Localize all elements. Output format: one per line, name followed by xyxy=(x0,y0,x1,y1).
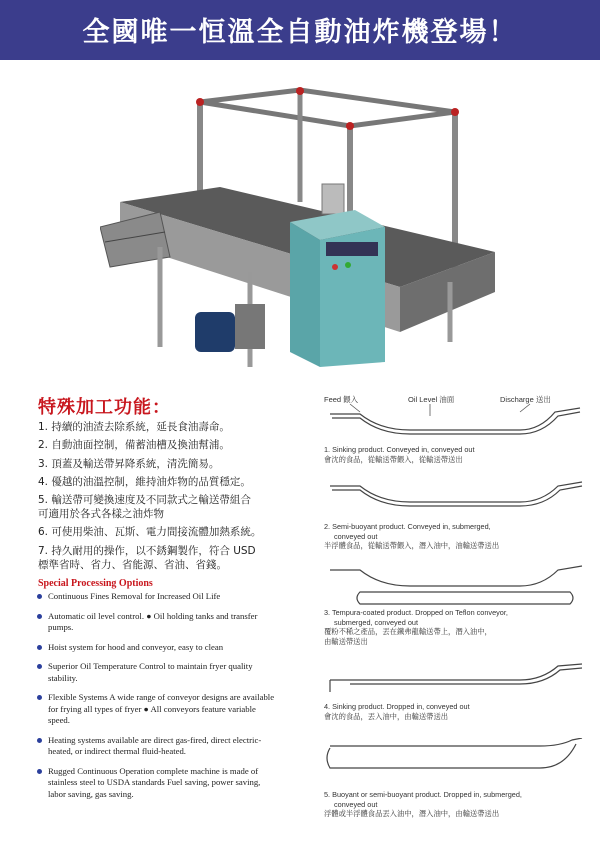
feed-label: Feed 餵入 xyxy=(324,395,359,404)
banner-title: 全國唯一恒溫全自動油炸機登場！ xyxy=(82,17,518,48)
conveyor-diagrams xyxy=(320,390,590,830)
option-item: Superior Oil Temperature Control to maintain fryer quality stability. xyxy=(36,661,276,684)
bullet-icon xyxy=(37,594,42,599)
oil-level-label: Oil Level 油面 xyxy=(408,395,455,404)
option-item: Rugged Continuous Operation complete machine is made of stainless steel to USDA standards Fuel saving, power saving, labor saving, gas saving. xyxy=(36,766,276,801)
option-item: Continuous Fines Removal for Increased Oil Life xyxy=(36,591,276,603)
bullet-icon xyxy=(37,645,42,650)
product-description: 3. Tempura-coated product. Dropped on Teflon conveyor, submerged, conveyed out 覆粉不稀之產品，丟在鐵弗龍輸送帶上，潛入油中， 由輸送帶送出 xyxy=(324,608,508,646)
fryer-machine-photo xyxy=(100,82,500,380)
bullet-icon xyxy=(37,664,42,669)
bullet-icon xyxy=(37,614,42,619)
product-description: 4. Sinking product. Dropped in, conveyed out 會沈的食品，丟入油中，由輸送帶送出 xyxy=(324,702,470,721)
conveyor-diagram-feed xyxy=(320,400,590,440)
feature-item-cn: 1. 持續的油渣去除系統，延長食油壽命。 xyxy=(38,421,230,433)
product-description: 2. Semi-buoyant product. Conveyed in, submerged, conveyed out 半浮體食品，從輸送帶餵入，潛入油中，油輸送帶送出 xyxy=(324,522,500,550)
feature-item-cn: 5. 輸送帶可變換速度及不同款式之輸送帶組合 可適用於各式各樣之油炸物 xyxy=(38,494,251,521)
feature-item-cn: 4. 優越的油溫控制，維持油炸物的品質穩定。 xyxy=(38,475,251,488)
feature-item-cn: 3. 頂蓋及輸送帶昇降系統，清洗簡易。 xyxy=(38,457,220,470)
option-item: Automatic oil level control. ● Oil holding tanks and transfer pumps. xyxy=(36,611,276,634)
feature-item-cn: 2. 自動油面控制，備蓄油槽及換油幫浦。 xyxy=(38,439,230,452)
discharge-label: Discharge 送出 xyxy=(500,395,551,404)
bullet-icon xyxy=(37,738,42,743)
features-list-cn xyxy=(38,420,308,576)
conveyor-diagram-1 xyxy=(320,476,590,516)
bullet-icon xyxy=(37,769,42,774)
feature-item-cn: 6. 可使用柴油、瓦斯、電力間接流體加熱系統。 xyxy=(38,526,262,539)
conveyor-diagram-2 xyxy=(320,562,590,612)
feature-item-cn: 7. 持久耐用的操作，以不銹鋼製作，符合 USD 標準省時、省力、省能源、省油、省錢。 xyxy=(38,544,256,571)
option-item: Flexible Systems A wide range of conveyor designs are available for frying all types of fryer ● All conveyors feature variable speed. xyxy=(36,692,276,727)
title-banner xyxy=(0,0,600,60)
features-title-cn: 特殊加工功能： xyxy=(38,397,171,418)
special-options-title: Special Processing Options xyxy=(38,578,153,589)
bullet-icon xyxy=(37,695,42,700)
product-description: 5. Buoyant or semi-buoyant product. Dropped in, submerged, conveyed out 浮體或半浮體食品丟入油中，潛入油中，由輸送帶送出 xyxy=(324,790,522,818)
special-options-list xyxy=(36,591,276,808)
conveyor-diagram-4 xyxy=(320,738,590,778)
option-item: Hoist system for hood and conveyor, easy to clean xyxy=(36,642,276,654)
conveyor-diagram-3 xyxy=(320,662,590,702)
option-item: Heating systems available are direct gas-fired, direct electric-heated, or indirect thermal fluid-heated. xyxy=(36,735,276,758)
product-description: 1. Sinking product. Conveyed in, conveyed out 會沈的食品，從輸送帶餵入，從輸送帶送出 xyxy=(324,445,475,464)
